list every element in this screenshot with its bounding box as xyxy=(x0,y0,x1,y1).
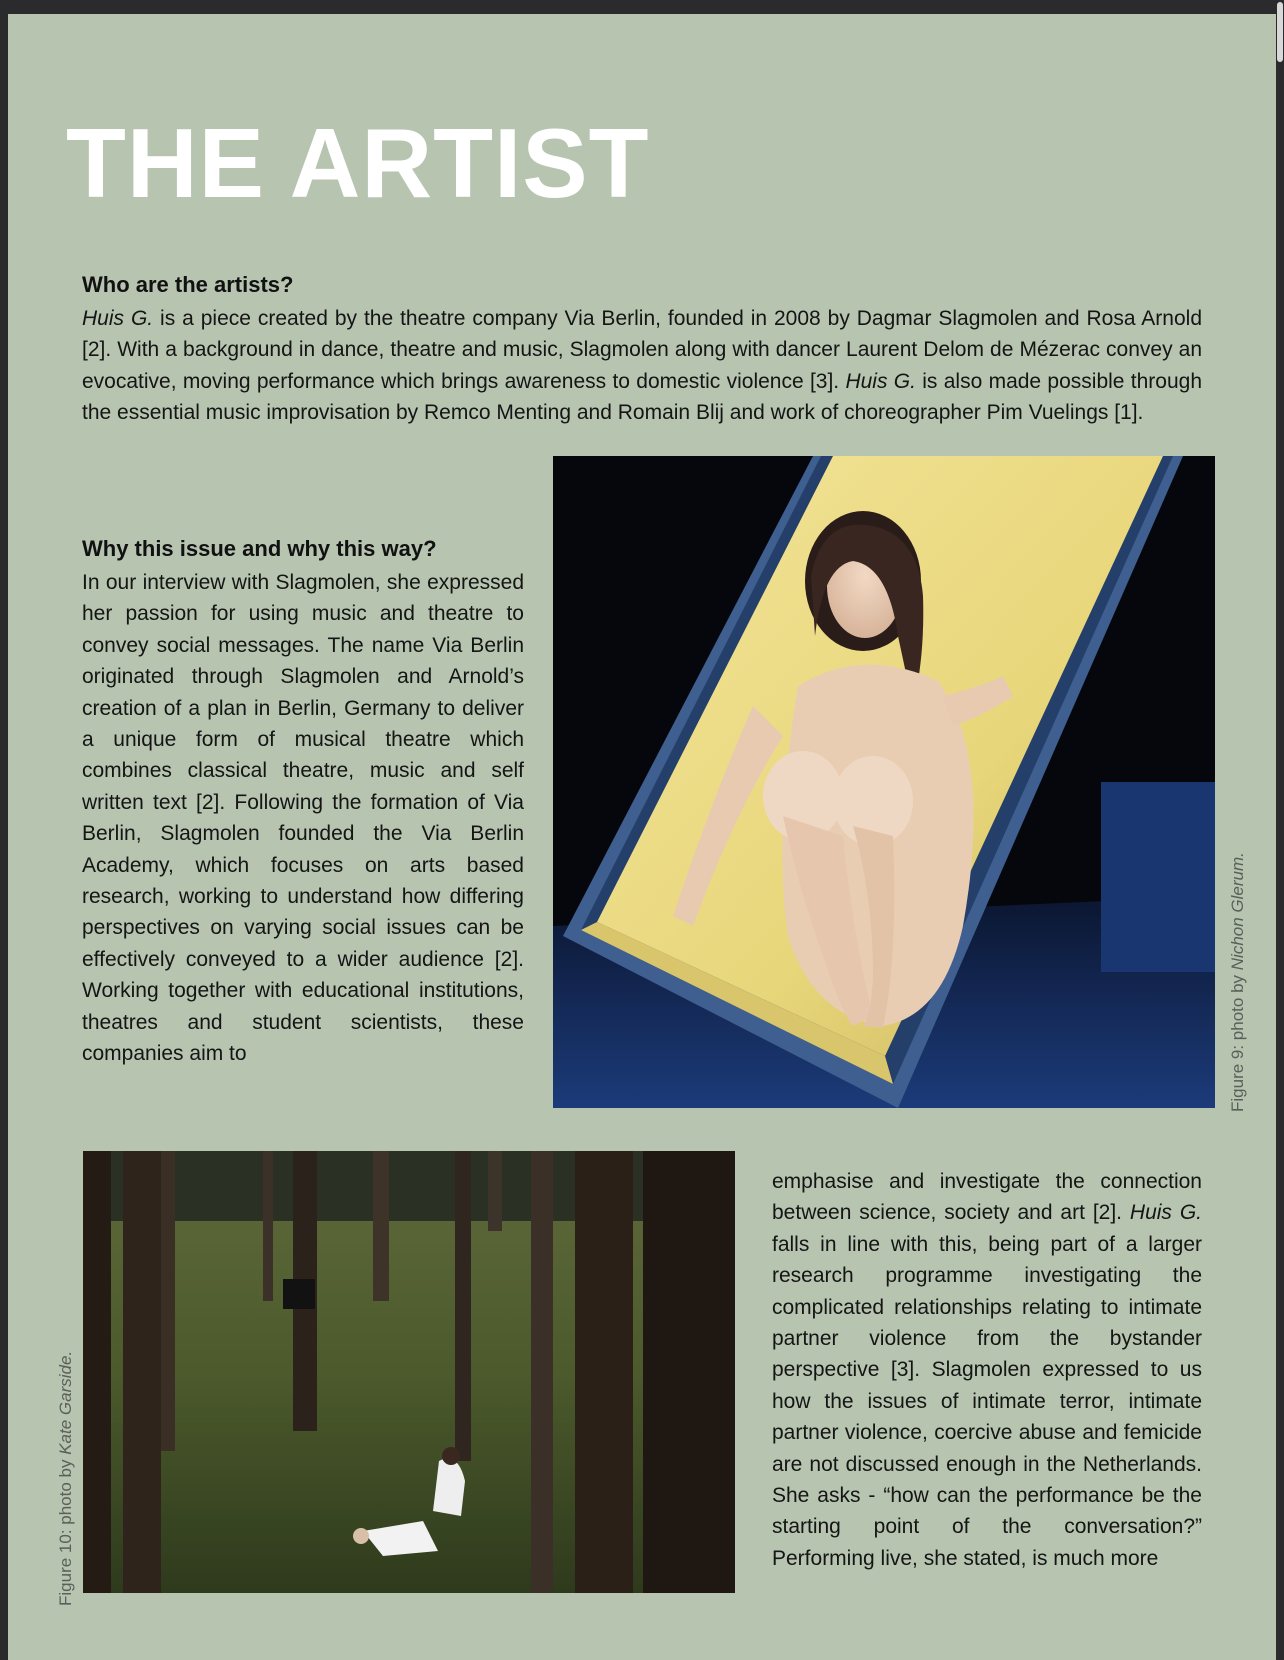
performance-photo-box xyxy=(553,456,1215,1108)
paragraph-text: falls in line with this, being part of a larger research programme investigating the complicated relationships relating to intimate partner violence from the bystander perspective [3]. Slagmolen expressed to us how the issues of intimate terror, intimate partner violence, coercive abuse and femicide are not discussed enough in the Netherlands. She asks - “how can the performance be the starting point of the conversation?” Performing live, she stated, is much more xyxy=(772,1232,1202,1570)
caption-prefix: Figure 9: photo by xyxy=(1228,970,1247,1112)
paragraph-text: emphasise and investigate the connection between science, society and art [2]. xyxy=(772,1170,1202,1225)
paragraph-continued xyxy=(772,1166,1202,1574)
figure-10-photo xyxy=(83,1151,735,1593)
scrollbar-thumb[interactable] xyxy=(1277,2,1283,62)
section-heading-why: Why this issue and why this way? xyxy=(82,536,437,561)
figure-9-caption xyxy=(1228,852,1248,1112)
work-title: Huis G. xyxy=(845,369,916,393)
figure-9-photo xyxy=(553,456,1215,1108)
forest-photo xyxy=(83,1151,735,1593)
work-title: Huis G. xyxy=(82,307,154,330)
paragraph-who-are-artists xyxy=(82,303,1202,429)
document-page xyxy=(8,14,1276,1660)
figure-10-caption xyxy=(56,1351,76,1606)
caption-author: Nichon Glerum. xyxy=(1228,852,1247,971)
paragraph-text: is also made possible through the essential music improvisation by Remco Menting and Romain Blij and work of choreographer Pim Vuelings [1]. xyxy=(82,369,1202,425)
paragraph-text: is a piece created by the theatre company Via Berlin, founded in 2008 by Dagmar Slagmolen and Rosa Arnold [2]. With a background in dance, theatre and music, Slagmolen along with dancer Laurent Delom de Mézerac convey an evocative, moving performance which brings awareness to domestic violence [3]. xyxy=(82,307,1202,393)
caption-prefix: Figure 10: photo by xyxy=(56,1454,75,1606)
section-heading-who: Who are the artists? xyxy=(82,272,294,297)
work-title: Huis G. xyxy=(1129,1201,1203,1225)
page-title: THE ARTIST xyxy=(66,108,650,218)
paragraph-why-this-issue: In our interview with Slagmolen, she expressed her passion for using music and theatre to convey social messages. The name Via Berlin originated through Slagmolen and Arnold’s creation of a plan in Berlin, Germany to deliver a unique form of musical theatre which combines classical theatre, music and self written text [2]. Following the formation of Via Berlin, Slagmolen founded the Via Berlin Academy, which focuses on arts based research, working to understand how differing perspectives on varying social issues can be effectively conveyed to a wider audience [2]. Working together with educational institutions, theatres and student scientists, these companies aim to xyxy=(82,571,524,1066)
caption-author: Kate Garside. xyxy=(56,1350,75,1455)
vertical-scrollbar[interactable] xyxy=(1276,0,1284,1660)
